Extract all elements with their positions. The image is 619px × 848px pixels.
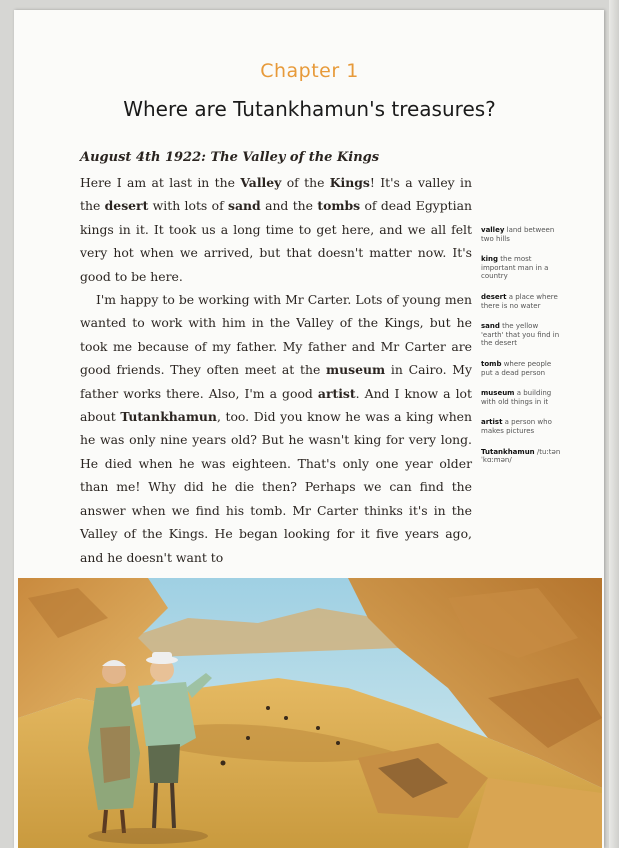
glossary-word: Kings xyxy=(329,175,370,190)
glossary-definition: land between two hills xyxy=(481,226,555,243)
glossary-word: Valley xyxy=(240,175,282,190)
text-run: with lots of xyxy=(148,198,229,214)
glossary-definition: /tuːtənˈkɑːmən/ xyxy=(481,447,561,465)
glossary-entry xyxy=(481,226,561,243)
text-run: . And I know a lot about xyxy=(80,385,472,425)
glossary-definition: a building with old things in it xyxy=(481,389,552,406)
glossary-entry xyxy=(481,255,561,281)
text-run: in Cairo. My father works there. Also, I'm a good xyxy=(80,362,472,401)
glossary-definition: a place where there is no water xyxy=(481,292,558,310)
glossary-term: artist xyxy=(481,418,503,427)
text-run: ! It's a valley in the xyxy=(80,175,472,214)
story-paragraph xyxy=(80,288,472,569)
valley-of-the-kings-illustration xyxy=(18,578,602,848)
glossary-entry xyxy=(481,389,561,406)
glossary-word: desert xyxy=(104,198,149,214)
glossary-entry xyxy=(481,293,561,310)
glossary-definition: the yellow 'earth' that you find in the desert xyxy=(481,322,560,348)
glossary-definition: a person who makes pictures xyxy=(481,418,552,435)
story-text xyxy=(80,171,472,569)
glossary-definition: where people put a dead person xyxy=(481,359,552,377)
glossary-entry xyxy=(481,360,561,377)
glossary-entry xyxy=(481,418,561,435)
glossary-definition: the most important man in a country xyxy=(481,255,549,281)
glossary-word: museum xyxy=(326,362,386,378)
glossary-entry xyxy=(481,448,561,465)
glossary-word: sand xyxy=(228,198,261,214)
glossary-term: king xyxy=(481,255,499,264)
glossary-term: Tutankhamun xyxy=(481,447,535,456)
text-run: I'm happy to be working with Mr Carter. Lots of young men wanted to work with him in the Valley of the Kings, but he took me because of my father. My father and Mr Carter are good friends. They often meet at the xyxy=(80,292,472,378)
text-run: Here I am at last in the xyxy=(80,175,241,190)
chapter-title: Where are Tutankhamun's treasures? xyxy=(123,97,496,121)
glossary-term: desert xyxy=(481,292,507,301)
text-run: , too. Did you know he was a king when he was only nine years old? But he wasn't king for very long. He died when he was eighteen. That's only one year older than me! Why did he die then? Perhaps we can find the answer when we find his tomb. Mr Carter thinks it's in the Valley of the Kings. He began looking for it five years ago, and he doesn't want to xyxy=(80,409,472,565)
glossary-word: artist xyxy=(317,385,356,401)
dateline: August 4th 1922: The Valley of the Kings xyxy=(80,150,380,165)
page-edge xyxy=(609,0,619,848)
glossary-word: tombs xyxy=(317,198,361,214)
glossary-entry xyxy=(481,322,561,348)
text-run: and the xyxy=(260,198,318,214)
text-run: of dead Egyptian kings in it. It took us a long time to get here, and we all felt very hot when we arrived, but that doesn't matter now. It's good to be here. xyxy=(80,198,472,284)
glossary-term: tomb xyxy=(481,359,502,368)
chapter-label: Chapter 1 xyxy=(260,60,359,82)
glossary-term: valley xyxy=(481,226,505,234)
text-run: of the xyxy=(281,175,330,190)
glossary-word: Tutankhamun xyxy=(120,409,217,425)
story-paragraph xyxy=(80,171,472,288)
glossary-term: museum xyxy=(481,389,515,398)
glossary-term: sand xyxy=(481,322,500,331)
glossary-sidebar xyxy=(481,226,561,477)
